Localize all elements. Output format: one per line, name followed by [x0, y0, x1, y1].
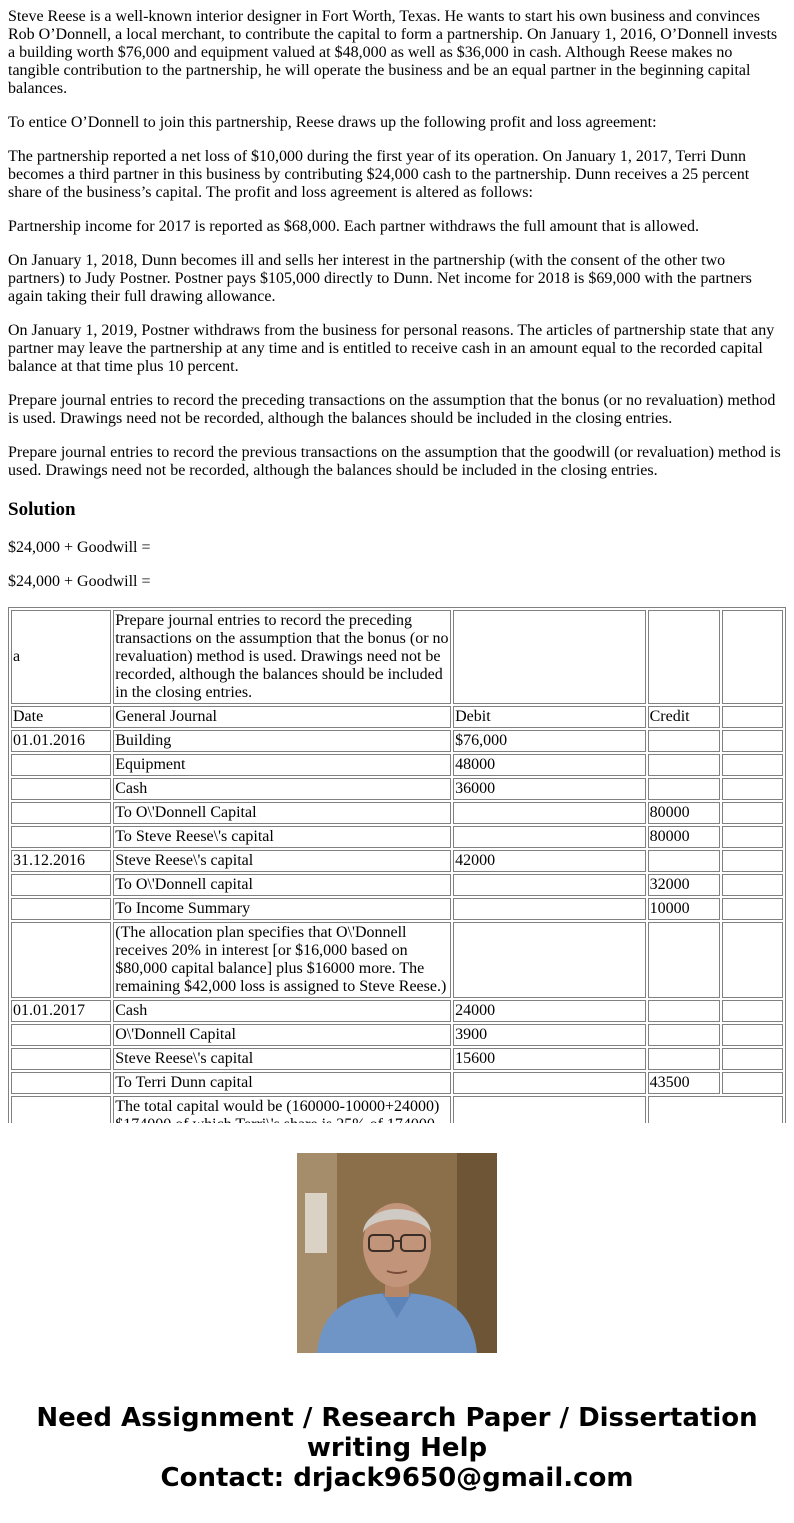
account-cell: Steve Reese\'s capital	[113, 850, 451, 872]
credit-cell: 32000	[648, 874, 720, 896]
empty-cell	[722, 754, 783, 776]
account-cell: (The allocation plan specifies that O\'Donnell receives 20% in interest [or $16,000 based on $80,000 capital balance] plus $16000 more. The remaining $42,000 loss is assigned to Steve Reese.)	[113, 922, 451, 998]
account-cell: Cash	[113, 1000, 451, 1022]
empty-cell	[722, 778, 783, 800]
empty-cell	[722, 802, 783, 824]
credit-cell: 80000	[648, 802, 720, 824]
account-cell: O\'Donnell Capital	[113, 1024, 451, 1046]
promo-line: writing Help	[306, 1433, 488, 1463]
credit-cell	[648, 1048, 720, 1070]
problem-paragraph: The partnership reported a net loss of $10,000 during the first year of its operation. On January 1, 2017, Terri Dunn becomes a third partner in this business by contributing $24,000 cash to the partnership. Dunn receives a 25 percent share of the business’s capital. The profit and loss agreement is altered as follows:	[8, 148, 750, 201]
problem-paragraph: Prepare journal entries to record the previous transactions on the assumption that the goodwill (or revaluation) method is used. Drawings need not be recorded, although the balances should be included in the closing entries.	[8, 444, 781, 479]
empty-cell	[722, 706, 783, 728]
empty-cell	[722, 850, 783, 872]
journal-entry-group	[11, 850, 783, 998]
empty-cell	[722, 874, 783, 896]
avatar-illustration	[297, 1153, 497, 1353]
problem-paragraph: Partnership income for 2017 is reported as $68,000. Each partner withdraws the full amount that is allowed.	[8, 218, 699, 235]
debit-cell	[453, 1072, 646, 1094]
credit-cell	[648, 922, 720, 998]
promo-message	[0, 1403, 794, 1493]
debit-cell: 3900	[453, 1024, 646, 1046]
table-header-row	[11, 706, 783, 728]
table-row	[11, 898, 783, 920]
table-row	[11, 1000, 783, 1022]
empty-cell	[722, 1072, 783, 1094]
debit-cell	[453, 922, 646, 998]
debit-cell	[453, 898, 646, 920]
empty-cell	[722, 898, 783, 920]
account-cell: To Terri Dunn capital	[113, 1072, 451, 1094]
date-cell: 01.01.2016	[11, 730, 111, 752]
credit-cell	[648, 754, 720, 776]
empty-cell	[648, 610, 720, 704]
credit-header: Credit	[648, 706, 720, 728]
problem-paragraph: Prepare journal entries to record the preceding transactions on the assumption that the bonus (or no revaluation) method is used. Drawings need not be recorded, although the balances should be included in the closing entries.	[8, 392, 776, 427]
date-cell	[11, 754, 111, 776]
date-cell	[11, 778, 111, 800]
credit-cell: 10000	[648, 898, 720, 920]
debit-cell: 15600	[453, 1048, 646, 1070]
account-cell: To O\'Donnell Capital	[113, 802, 451, 824]
account-cell: Building	[113, 730, 451, 752]
date-cell	[11, 922, 111, 998]
table-row	[11, 826, 783, 848]
debit-cell	[453, 826, 646, 848]
date-cell	[11, 874, 111, 896]
journal-entry-group	[11, 1000, 783, 1136]
part-label: a	[11, 610, 111, 704]
promo-banner	[0, 1123, 794, 1523]
document-content	[8, 0, 786, 1123]
debit-cell: 48000	[453, 754, 646, 776]
debit-header: Debit	[453, 706, 646, 728]
table-row	[11, 1048, 783, 1070]
date-cell	[11, 898, 111, 920]
table-row	[11, 754, 783, 776]
problem-paragraph: On January 1, 2018, Dunn becomes ill and sells her interest in the partnership (with the consent of the other two partners) to Judy Postner. Postner pays $105,000 directly to Dunn. Net income for 2018 is $69,000 with the partners again taking their full drawing allowance.	[8, 252, 752, 305]
empty-cell	[722, 1000, 783, 1022]
journal-column-headers	[11, 706, 783, 848]
empty-cell	[453, 610, 646, 704]
account-cell: Cash	[113, 778, 451, 800]
part-instructions: Prepare journal entries to record the preceding transactions on the assumption that the bonus (or no revaluation) method is used. Drawings need not be recorded, although the balances should be included in the closing entries.	[113, 610, 451, 704]
date-cell: 31.12.2016	[11, 850, 111, 872]
account-cell: To Steve Reese\'s capital	[113, 826, 451, 848]
problem-paragraph: Steve Reese is a well-known interior designer in Fort Worth, Texas. He wants to start his own business and convinces Rob O’Donnell, a local merchant, to contribute the capital to form a partnership. On January 1, 2016, O’Donnell invests a building worth $76,000 and equipment valued at $48,000 as well as $36,000 in cash. Although Reese makes no tangible contribution to the partnership, he will operate the business and be an equal partner in the beginning capital balances.	[8, 8, 778, 97]
account-cell: Steve Reese\'s capital	[113, 1048, 451, 1070]
account-cell: Equipment	[113, 754, 451, 776]
promo-line: Need Assignment / Research Paper / Dissertation	[36, 1403, 758, 1433]
problem-paragraph: On January 1, 2019, Postner withdraws from the business for personal reasons. The articles of partnership state that any partner may leave the partnership at any time and is entitled to receive cash in an amount equal to the recorded capital balance at that time plus 10 percent.	[8, 322, 775, 375]
empty-cell	[722, 1048, 783, 1070]
empty-cell	[722, 826, 783, 848]
credit-cell	[648, 730, 720, 752]
date-header: Date	[11, 706, 111, 728]
empty-cell	[722, 610, 783, 704]
empty-cell	[722, 730, 783, 752]
table-row	[11, 610, 783, 704]
solution-line: $24,000 + Goodwill =	[8, 573, 151, 590]
journal-table	[8, 607, 786, 1139]
solution-heading: Solution	[8, 499, 76, 520]
date-cell	[11, 802, 111, 824]
table-row	[11, 778, 783, 800]
table-row	[11, 1024, 783, 1046]
journal-part-header	[11, 610, 783, 704]
solution-line: $24,000 + Goodwill =	[8, 539, 151, 556]
credit-cell: 80000	[648, 826, 720, 848]
empty-cell	[722, 1024, 783, 1046]
debit-cell: $76,000	[453, 730, 646, 752]
credit-cell	[648, 850, 720, 872]
account-cell: To O\'Donnell capital	[113, 874, 451, 896]
table-row	[11, 1072, 783, 1094]
date-cell	[11, 1024, 111, 1046]
date-cell	[11, 826, 111, 848]
person-portrait-icon	[297, 1153, 497, 1353]
problem-paragraph: To entice O’Donnell to join this partnership, Reese draws up the following profit and loss agreement:	[8, 114, 657, 131]
debit-cell: 24000	[453, 1000, 646, 1022]
table-row	[11, 922, 783, 998]
table-row	[11, 802, 783, 824]
credit-cell: 43500	[648, 1072, 720, 1094]
table-row	[11, 730, 783, 752]
credit-cell	[648, 1024, 720, 1046]
table-row	[11, 874, 783, 896]
account-cell: To Income Summary	[113, 898, 451, 920]
credit-cell	[648, 1000, 720, 1022]
debit-cell	[453, 874, 646, 896]
date-cell: 01.01.2017	[11, 1000, 111, 1022]
date-cell	[11, 1048, 111, 1070]
date-cell	[11, 1072, 111, 1094]
contact-email[interactable]: Contact: drjack9650@gmail.com	[160, 1463, 634, 1493]
debit-cell: 42000	[453, 850, 646, 872]
empty-cell	[722, 922, 783, 998]
account-cell: The total capital would be (160000-10000+24000)	[113, 1096, 451, 1136]
account-header: General Journal	[113, 706, 451, 728]
debit-cell	[453, 802, 646, 824]
debit-cell: 36000	[453, 778, 646, 800]
table-row	[11, 850, 783, 872]
credit-cell	[648, 778, 720, 800]
